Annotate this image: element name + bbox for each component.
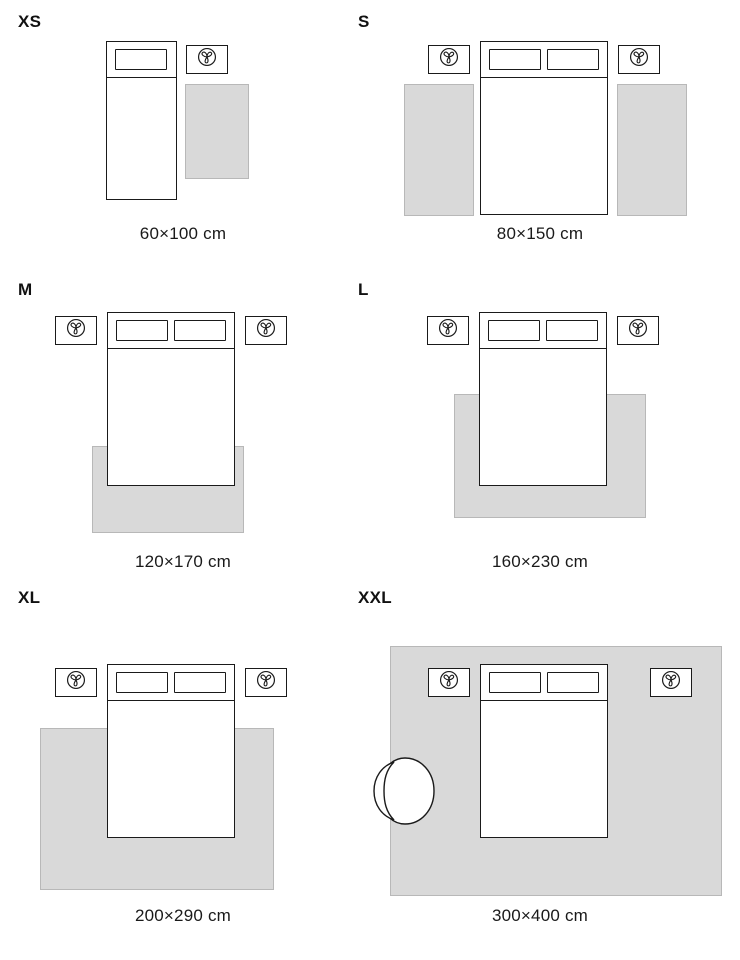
bed-xl — [107, 700, 235, 838]
size-label-l: L — [358, 280, 369, 299]
diagram-xl — [18, 650, 348, 895]
bed-l — [479, 348, 607, 486]
size-label-m: M — [18, 280, 33, 299]
bed-s — [480, 77, 608, 215]
pillow-m-left — [116, 320, 168, 341]
lamp-icon — [438, 46, 460, 73]
pillow-s-right — [547, 49, 599, 70]
nightstand-xl-left — [55, 668, 97, 697]
lamp-icon — [255, 317, 277, 344]
nightstand-l-right — [617, 316, 659, 345]
nightstand-l-left — [427, 316, 469, 345]
nightstand-xxl-left — [428, 668, 470, 697]
diagram-s — [358, 26, 722, 201]
size-card-s — [358, 12, 722, 257]
size-card-l — [358, 280, 722, 580]
pillow-xl-left — [116, 672, 168, 693]
dimension-label-s: 80×150 cm — [496, 224, 584, 243]
bed-m — [107, 348, 235, 486]
size-label-xs: XS — [18, 12, 42, 31]
dimension-label-xs: 60×100 cm — [139, 224, 227, 243]
nightstand-m-left — [55, 316, 97, 345]
lamp-icon — [660, 669, 682, 696]
lamp-icon — [628, 46, 650, 73]
size-card-xxl — [358, 588, 722, 948]
pillow-xl-right — [174, 672, 226, 693]
armchair-icon — [364, 750, 448, 832]
diagram-xs — [18, 26, 348, 201]
dimension-label-xl: 200×290 cm — [134, 906, 232, 925]
lamp-icon — [437, 317, 459, 344]
pillow-xxl-left — [489, 672, 541, 693]
nightstand-xxl-right — [650, 668, 692, 697]
nightstand-m-right — [245, 316, 287, 345]
diagram-m — [18, 298, 348, 543]
size-card-m — [18, 280, 348, 580]
nightstand-s-left — [428, 45, 470, 74]
rug-s-right — [617, 84, 687, 216]
lamp-icon — [196, 46, 218, 73]
bed-xs — [106, 77, 177, 200]
lamp-icon — [627, 317, 649, 344]
size-label-xl: XL — [18, 588, 41, 607]
nightstand-xl-right — [245, 668, 287, 697]
pillow-m-right — [174, 320, 226, 341]
dimension-label-l: 160×230 cm — [491, 552, 589, 571]
nightstand-xs — [186, 45, 228, 74]
dimension-label-m: 120×170 cm — [134, 552, 232, 571]
lamp-icon — [438, 669, 460, 696]
pillow-xs — [115, 49, 167, 70]
pillow-l-right — [546, 320, 598, 341]
pillow-l-left — [488, 320, 540, 341]
lamp-icon — [65, 317, 87, 344]
lamp-icon — [65, 669, 87, 696]
dimension-label-xxl: 300×400 cm — [491, 906, 589, 925]
bed-xxl — [480, 700, 608, 838]
pillow-s-left — [489, 49, 541, 70]
lamp-icon — [255, 669, 277, 696]
diagram-xxl — [358, 624, 722, 904]
size-label-s: S — [358, 12, 370, 31]
diagram-l — [358, 298, 722, 543]
size-label-xxl: XXL — [358, 588, 392, 607]
pillow-xxl-right — [547, 672, 599, 693]
rug-xs — [185, 84, 249, 179]
rug-s-left — [404, 84, 474, 216]
nightstand-s-right — [618, 45, 660, 74]
size-card-xs — [18, 12, 348, 257]
size-card-xl — [18, 588, 348, 948]
